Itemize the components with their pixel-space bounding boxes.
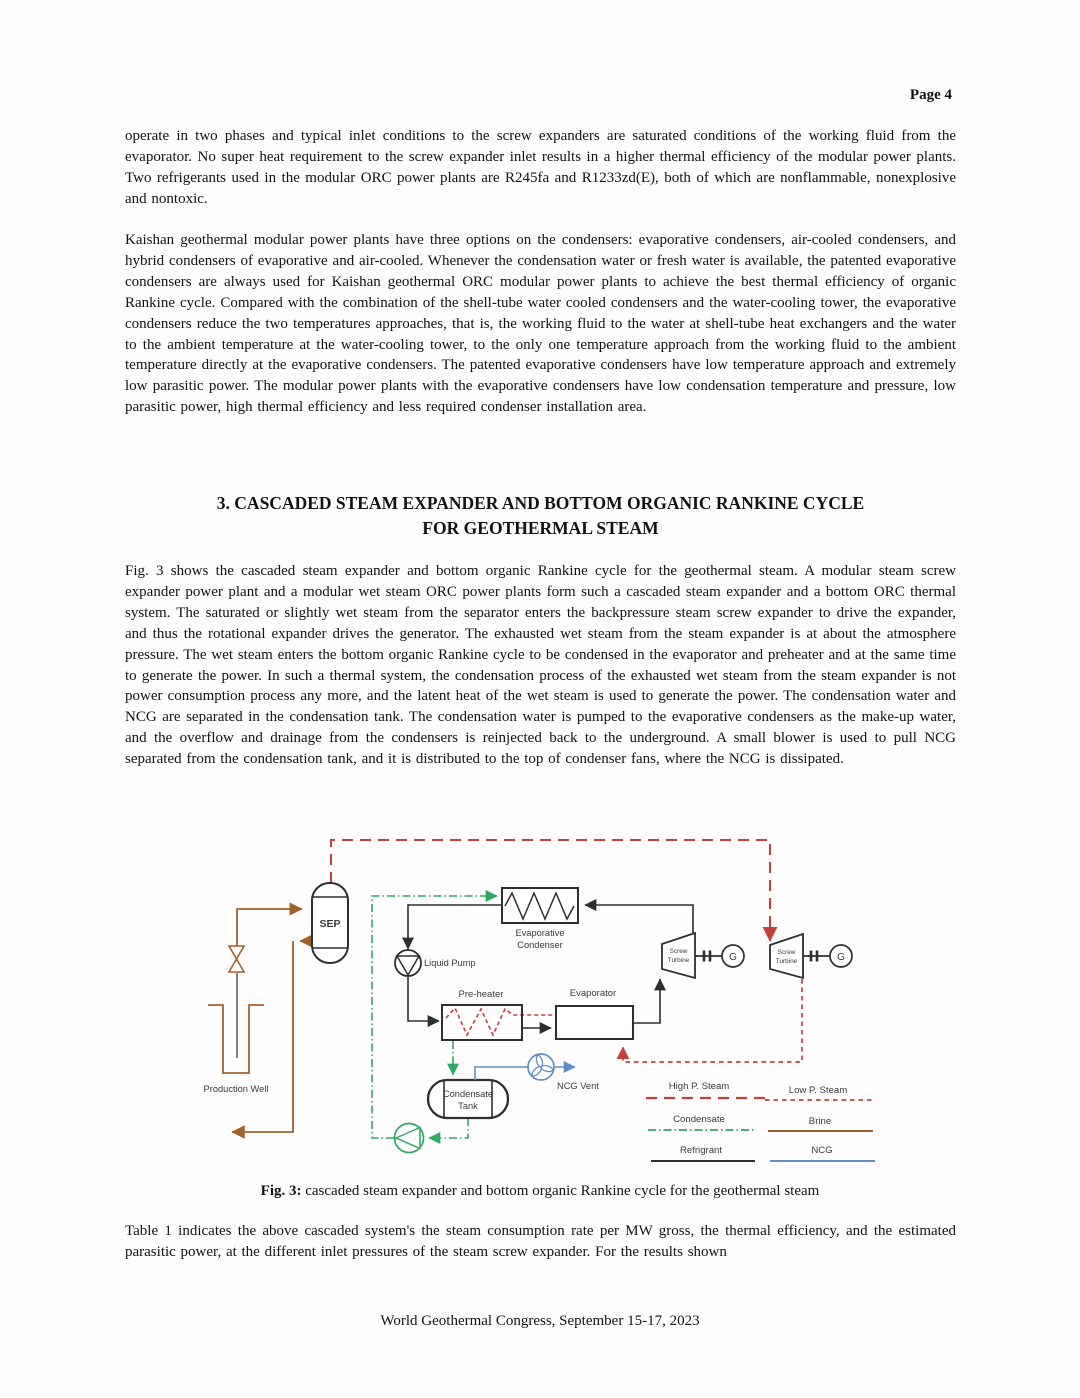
paragraph-4: Table 1 indicates the above cascaded system's the steam consumption rate per MW gross, the thermal efficiency, and the estimated parasitic power, at the different inlet pressures of the steam screw expander. For the results shown (125, 1223, 956, 1260)
evaporator (556, 1006, 633, 1039)
generator-1-icon (722, 945, 744, 967)
ncg-lines (475, 1067, 575, 1080)
legend-label-low-p-steam: Low P. Steam (788, 1085, 848, 1096)
legend-label-refrigerant: Refrigrant (679, 1145, 723, 1156)
wellhead-valve-icon (229, 946, 244, 972)
pre-heater-label: Pre-heater (458, 989, 504, 1000)
screw-turbine-2-label-1: Screw (777, 949, 796, 956)
evaporative-condenser (502, 888, 578, 923)
separator-vessel (312, 883, 348, 963)
production-well-icon (208, 1005, 264, 1073)
screw-turbine-1-label-1: Screw (669, 948, 688, 955)
figure-caption-label: Fig. 3: (260, 1183, 302, 1199)
condensate-tank-label-1: Condensate (442, 1089, 494, 1099)
screw-turbine-1 (662, 933, 722, 978)
production-well-label: Production Well (203, 1084, 269, 1094)
liquid-pump-label: Liquid Pump (424, 958, 476, 968)
condensate-tank-label-2: Tank (458, 1101, 478, 1111)
generator-1-label: G (729, 952, 737, 963)
section-heading (125, 491, 956, 540)
brine-lines (232, 909, 311, 1132)
screw-turbine-2 (770, 934, 830, 978)
ncg-vent-label: NCG Vent (557, 1081, 599, 1091)
paragraph-1: operate in two phases and typical inlet conditions to the screw expanders are saturated conditions of the working fluid from the evaporator. No super heat requirement to the screw expander inlet results in a higher thermal efficiency of the modular power plants. Two refrigerants used in the modular ORC power plants are R245fa and R1233zd(E), both of which are nonflammable, nonexplosive and nontoxic. (125, 128, 956, 207)
page-number: Page 4 (909, 87, 952, 103)
evaporative-condenser-label-1: Evaporative (515, 928, 565, 938)
generator-2-label: G (837, 952, 845, 963)
makeup-water-pump-icon (395, 1124, 424, 1153)
figure-legend (646, 1081, 875, 1161)
figure-caption-text: cascaded steam expander and bottom organic Rankine cycle for the geothermal steam (301, 1183, 820, 1199)
paragraph-3: Fig. 3 shows the cascaded steam expander and bottom organic Rankine cycle for the geothermal steam. A modular steam screw expander power plant and a modular wet steam ORC power plants form such a cascaded steam expander and a bottom ORC thermal system. The saturated or slightly wet steam from the separator enters the backpressure steam screw expander to drive the expander, and thus the rotational expander drives the generator. The exhausted wet steam from the steam expander is at about the atmosphere pressure. The wet steam enters the bottom organic Rankine cycle to be condensed in the evaporator and preheater and at the same time to generate the power. In such a thermal system, the condensation process of the exhausted wet steam from the steam expander is not power consumption process any more, and the latent heat of the wet steam is used to generate the power. The condensation water and NCG are separated in the condensation tank. The condensation water is pumped to the evaporative condensers as the make-up water, and the overflow and drainage from the condensers is reinjected back to the underground. A small blower is used to pull NCG separated from the condensation tank, and it is distributed to the top of condenser fans, where the NCG is dissipated. (125, 563, 956, 768)
figure-3-diagram (190, 833, 890, 1178)
liquid-pump-icon (395, 950, 421, 976)
screw-turbine-1-label-2: Turbine (667, 957, 690, 964)
generator-2-icon (830, 945, 852, 967)
legend-label-ncg: NCG (811, 1145, 833, 1156)
section-heading-line1: 3. CASCADED STEAM EXPANDER AND BOTTOM ORGANIC RANKINE CYCLE (216, 493, 865, 513)
condensate-tank (428, 1080, 508, 1118)
pre-heater (442, 1005, 522, 1040)
figure-caption (0, 1183, 1080, 1200)
screw-turbine-2-label-2: Turbine (775, 958, 798, 965)
legend-label-condensate: Condensate (673, 1114, 725, 1125)
footer: World Geothermal Congress, September 15-17, 2023 (380, 1313, 700, 1329)
legend-label-high-p-steam: High P. Steam (668, 1081, 730, 1092)
ncg-vent-fan-icon (528, 1054, 554, 1080)
paragraph-2: Kaishan geothermal modular power plants have three options on the condensers: evaporative condensers, air-cooled condensers, and hybrid condensers of evaporative and air-cooled. Whenever the condensation water or fresh water is available, the patented evaporative condensers are always used for Kaishan geothermal ORC modular power plants to achieve the best thermal efficiency of organic Rankine cycle. Compared with the combination of the shell-tube water cooled condensers and the water-cooling tower, the evaporative condensers reduce the two temperatures approaches, that is, the working fluid to the water at shell-tube heat exchangers and the water to the ambient temperature at the water-cooling tower, to the only one temperature approach from the working fluid to the ambient temperature directly at the evaporative condensers. The patented evaporative condensers have low temperature approach and extremely low parasitic power. The modular power plants with the evaporative condensers have low condensation temperature and pressure, low parasitic power, high thermal efficiency and less required condenser installation area. (125, 232, 956, 416)
evaporator-label: Evaporator (569, 988, 617, 999)
legend-label-brine: Brine (808, 1116, 832, 1127)
evaporative-condenser-label-2: Condenser (517, 940, 563, 950)
separator-label: SEP (319, 918, 341, 930)
section-heading-line2: FOR GEOTHERMAL STEAM (422, 517, 659, 538)
